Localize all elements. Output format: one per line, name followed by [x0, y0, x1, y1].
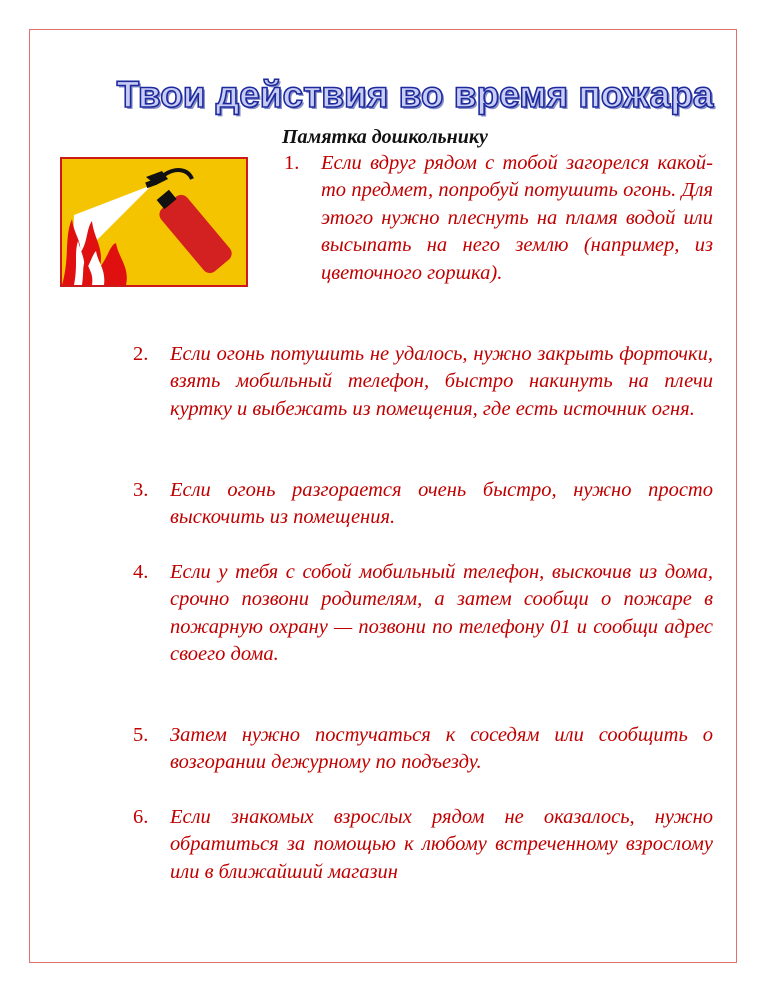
list-item [133, 341, 713, 423]
list-item-text: Затем нужно постучаться к соседям или сообщить о возгорании дежурному по подъезду. [170, 724, 713, 774]
page-title: Твои действия во время пожара [116, 74, 714, 115]
fire-extinguisher-icon [60, 157, 248, 287]
list-item-number: 3. [133, 479, 149, 501]
list-item [133, 804, 713, 886]
list-item-text: Если огонь потушить не удалось, нужно закрыть форточки, взять мобильный телефон, быстро накинуть на плечи куртку и выбежать из помещения, где есть источник огня. [170, 343, 713, 420]
list-item-text: Если огонь разгорается очень быстро, нужно просто выскочить из помещения. [170, 479, 713, 529]
list-item [133, 722, 713, 777]
list-item-number: 5. [133, 724, 149, 746]
list-item-text: Если у тебя с собой мобильный телефон, выскочив из дома, срочно позвони родителям, а затем сообщи о пожаре в пожарную охрану — позвони по телефону 01 и сообщи адрес своего дома. [170, 561, 713, 666]
list-item-number: 6. [133, 806, 149, 828]
list-item-text: Если вдруг рядом с тобой загорелся какой-то предмет, попробуй потушить огонь. Для этого нужно плеснуть на пламя водой или высыпать на него землю (например, из цветочного горшка). [321, 152, 713, 284]
list-item [133, 559, 713, 669]
list-item [284, 150, 713, 287]
list-item-number: 2. [133, 343, 149, 365]
list-item-text: Если знакомых взрослых рядом не оказалось, нужно обратиться за помощью к любому встреченному взрослому или в ближайший магазин [170, 806, 713, 883]
list-item [133, 477, 713, 532]
list-item-number: 1. [284, 152, 300, 174]
page-subtitle: Памятка дошкольнику [282, 126, 488, 148]
list-item-number: 4. [133, 561, 149, 583]
